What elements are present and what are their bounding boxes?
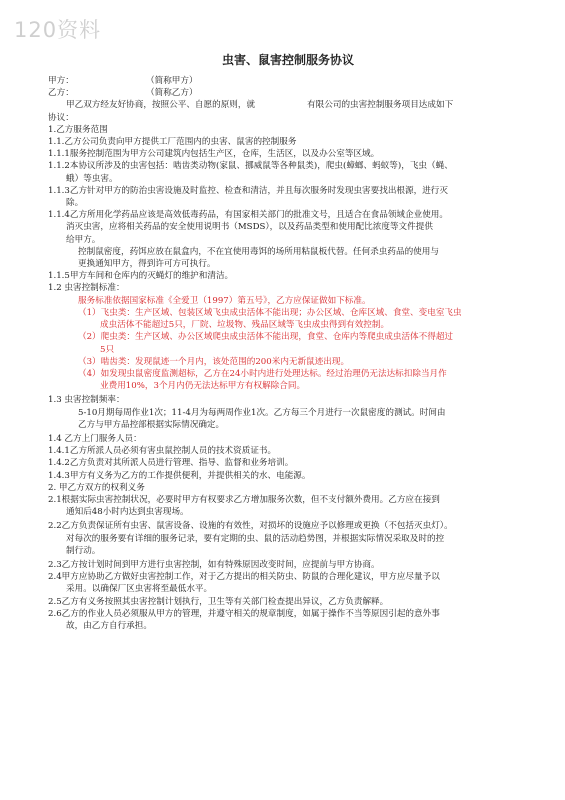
standard-exceed-cont: 业费用10%，3个月内仍无法达标甲方有权解除合同。 xyxy=(100,381,306,392)
clause-2-5: 2.5乙方有义务按照其虫害控制计划执行，卫生等有关部门检查提出异议，乙方负责解释。 xyxy=(48,596,389,607)
clause-2-2-cont-2: 制行动。 xyxy=(66,545,101,556)
clause-2-6: 2.6乙方的作业人员必须服从甲方的管理，并遵守相关的规章制度，如属于操作不当等原因引起的意外事 xyxy=(48,608,440,619)
clause-1-1-2: 1.1.2本协议所涉及的虫害包括：啮齿类动物(家鼠、挪威鼠等各种鼠类)，爬虫(蟑螂、蚂蚁等)，飞虫（蝇、 xyxy=(48,161,453,172)
intro-part-a: 甲乙双方经友好协商，按照公平、自愿的原则，就 xyxy=(66,100,256,111)
party-a-line xyxy=(48,75,528,87)
clause-1-1-2-cont: 蛾）等虫害。 xyxy=(66,173,118,184)
clause-1-1-4-cont-2: 给甲方。 xyxy=(66,234,101,245)
standard-crawling-insects: （2）爬虫类：生产区域、办公区域爬虫成虫活体不能出现，食堂、仓库内等爬虫成虫活体不得超过 xyxy=(78,332,454,343)
clause-2-3: 2.3乙方按计划时间到甲方进行虫害控制，如有特殊原因改变时间，应提前与甲方协商。 xyxy=(48,559,380,570)
watermark: 120资料 xyxy=(14,18,102,42)
clause-2-4-cont: 采用。以确保厂区虫害将至最低水平。 xyxy=(66,584,213,595)
intro-part-c: 协议： xyxy=(48,112,74,123)
clause-2-1: 2.1根据实际虫害控制状况，必要时甲方有权要求乙方增加服务次数，但不支付额外费用。乙方应在接到 xyxy=(48,494,440,505)
party-a-label: 甲方： xyxy=(48,76,74,87)
clause-1-1-5: 1.1.5甲方车间和仓库内的灭蝇灯的维护和清洁。 xyxy=(48,271,234,282)
clause-2-1-cont: 通知后48小时内达到虫害现场。 xyxy=(66,507,189,518)
section-1-heading: 1.乙方服务范围 xyxy=(48,124,108,135)
section-2-heading: 2. 甲乙方双方的权利义务 xyxy=(48,482,145,493)
clause-1-1-3: 1.1.3乙方针对甲方的防治虫害设施及时监控、检查和清洁，并且每次服务时发现虫害要找出根源，进行灭 xyxy=(48,185,448,196)
clause-1-1-3-cont: 除。 xyxy=(66,198,84,209)
frequency-text-cont: 乙方与甲方品控部根据实际情况确定。 xyxy=(78,419,225,430)
party-b-line xyxy=(48,87,528,99)
party-b-note: （简称乙方） xyxy=(146,88,198,99)
standard-flying-insects-cont: 成虫活体不能超过5只，厂院、垃圾物、残品区域等飞虫成虫得到有效控制。 xyxy=(100,320,390,331)
section-1-2-heading: 1.2 虫害控制标准： xyxy=(48,283,125,294)
document-page xyxy=(48,52,528,632)
standard-crawling-insects-cont: 5只 xyxy=(100,344,115,355)
frequency-text: 5-10月期每周作业1次；11-4月为每两周作业1次。乙方每三个月进行一次鼠密度的测试。时间由 xyxy=(78,407,446,418)
clause-1-1-1: 1.1.1服务控制范围为甲方公司建筑内包括生产区，仓库，生活区，以及办公室等区域。 xyxy=(48,149,380,160)
clause-1-4-3: 1.4.3甲方有义务为乙方的工作提供便利，并提供相关的水、电能源。 xyxy=(48,470,311,481)
intro-part-b: 有限公司的虫害控制服务项目达成如下 xyxy=(307,100,454,111)
section-1-4-heading: 1.4 乙方上门服务人员： xyxy=(48,433,142,444)
clause-1-1-4: 1.1.4乙方所用化学药品应该是高效低毒药品，有国家相关部门的批准文号，且适合在食品领域企业使用。 xyxy=(48,210,448,221)
clause-2-4: 2.4甲方应协助乙方做好虫害控制工作，对于乙方提出的相关防虫、防鼠的合理化建议，甲方应尽量予以 xyxy=(48,572,440,583)
standard-exceed: （4）如发现虫鼠密度监测超标，乙方在24小时内进行处理达标。经过治理仍无法达标扣除当月作 xyxy=(78,368,447,379)
standard-rodents: （3）啮齿类：发现鼠迹一个月内，该处范围的200米内无新鼠迹出现。 xyxy=(78,356,350,367)
clause-1-1-4-cont-4: 更换通知甲方，得到许可方可执行。 xyxy=(78,259,216,270)
clause-1-4-1: 1.4.1乙方所派人员必须有害虫鼠控制人员的技术资质证书。 xyxy=(48,446,277,457)
clause-2-2-cont-1: 对每次的服务要有详细的服务记录，要有定期的虫、鼠的活动趋势图，并根据实际情况采取及时的控 xyxy=(66,533,445,544)
standard-flying-insects: （1）飞虫类：生产区域、包装区域飞虫成虫活体不能出现；办公区域、仓库区域、食堂、变电室飞虫 xyxy=(78,307,462,318)
clause-1-4-2: 1.4.2乙方负责对其所派人员进行管理、指导、监督和业务培训。 xyxy=(48,458,294,469)
party-a-note: （简称甲方） xyxy=(146,76,198,87)
standard-basis: 服务标准依据国家标准《全爱卫（1997）第五号》，乙方应保证做如下标准。 xyxy=(78,295,371,306)
party-b-label: 乙方： xyxy=(48,88,74,99)
section-1-3-heading: 1.3 虫害控制频率： xyxy=(48,395,125,406)
clause-2-2: 2.2乙方负责保证所有虫害、鼠害设备、设施的有效性，对损坏的设施应予以修理或更换（不包括灭虫灯）。 xyxy=(48,521,453,532)
clause-1-1: 1.1.乙方公司负责向甲方提供工厂范围内的虫害、鼠害的控制服务 xyxy=(48,137,297,148)
intro-paragraph xyxy=(48,99,528,111)
document-title: 虫害、鼠害控制服务协议 xyxy=(221,53,354,67)
clause-1-1-4-cont-1: 消灭虫害，应将相关药品的安全使用说明书（MSDS），以及药品类型和使用配比浓度等文件提供 xyxy=(66,222,433,233)
clause-2-6-cont: 故，由乙方自行承担。 xyxy=(66,620,152,631)
clause-1-1-4-cont-3: 控制鼠密度，药饵应放在鼠盒内，不在宜使用毒饵的场所用粘鼠板代替。任何杀虫药品的使用与 xyxy=(78,246,439,257)
